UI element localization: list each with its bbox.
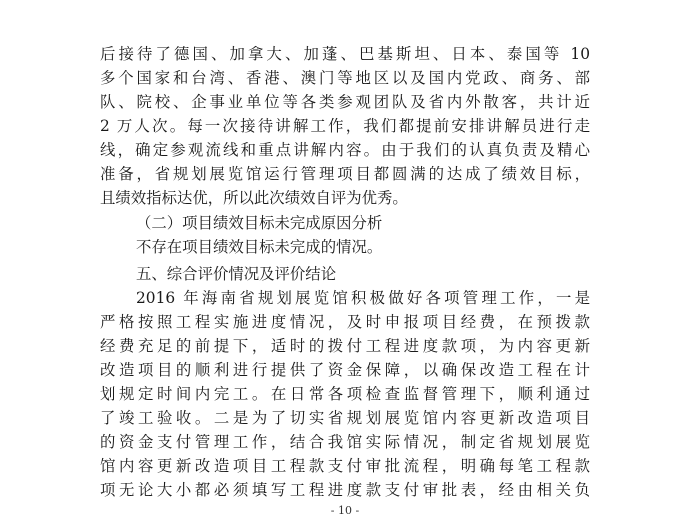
page-number: - 10 - (330, 504, 360, 517)
paragraph-line: 经费充足的前提下，适时的拨付工程进度款项，为内容更新 (100, 337, 590, 355)
paragraph-line: 准备，省规划展览馆运行管理项目都圆满的达成了绩效目标， (100, 165, 590, 183)
paragraph-line: 线，确定参观流线和重点讲解内容。由于我们的认真负责及精心 (100, 141, 590, 159)
paragraph-line: 馆内容更新改造项目工程款支付审批流程，明确每笔工程款 (100, 457, 590, 475)
paragraph-line: 项无论大小都必须填写工程进度款支付审批表，经由相关负 (100, 481, 590, 499)
paragraph-line: 改造项目的顺利进行提供了资金保障，以确保改造工程在计 (100, 361, 590, 379)
paragraph-line: 后接待了德国、加拿大、加蓬、巴基斯坦、日本、泰国等 10 (100, 45, 590, 63)
paragraph-line: 队、院校、企事业单位等各类参观团队及省内外散客，共计近 (100, 93, 590, 111)
paragraph-line: 划规定时间内完工。在日常各项检查监督管理下，顺利通过 (100, 385, 590, 403)
paragraph-line: 的资金支付管理工作，结合我馆实际情况，制定省规划展览 (100, 433, 590, 451)
section-body-line: 不存在项目绩效目标未完成的情况。 (136, 238, 383, 256)
paragraph-line: 2016 年海南省规划展览馆积极做好各项管理工作，一是 (136, 289, 590, 307)
paragraph-line: 多个国家和台湾、香港、澳门等地区以及国内党政、商务、部 (100, 69, 590, 87)
paragraph-line: 严格按照工程实施进度情况，及时申报项目经费，在预拨款 (100, 313, 590, 331)
section-heading: 五、综合评价情况及评价结论 (136, 265, 337, 283)
paragraph-line: 了竣工验收。二是为了切实省规划展览馆内容更新改造项目 (100, 409, 590, 427)
section-heading: （二）项目绩效目标未完成原因分析 (136, 214, 383, 232)
paragraph-line: 2 万人次。每一次接待讲解工作，我们都提前安排讲解员进行走 (100, 117, 590, 135)
paragraph-line: 且绩效指标达优，所以此次绩效自评为优秀。 (100, 189, 408, 207)
